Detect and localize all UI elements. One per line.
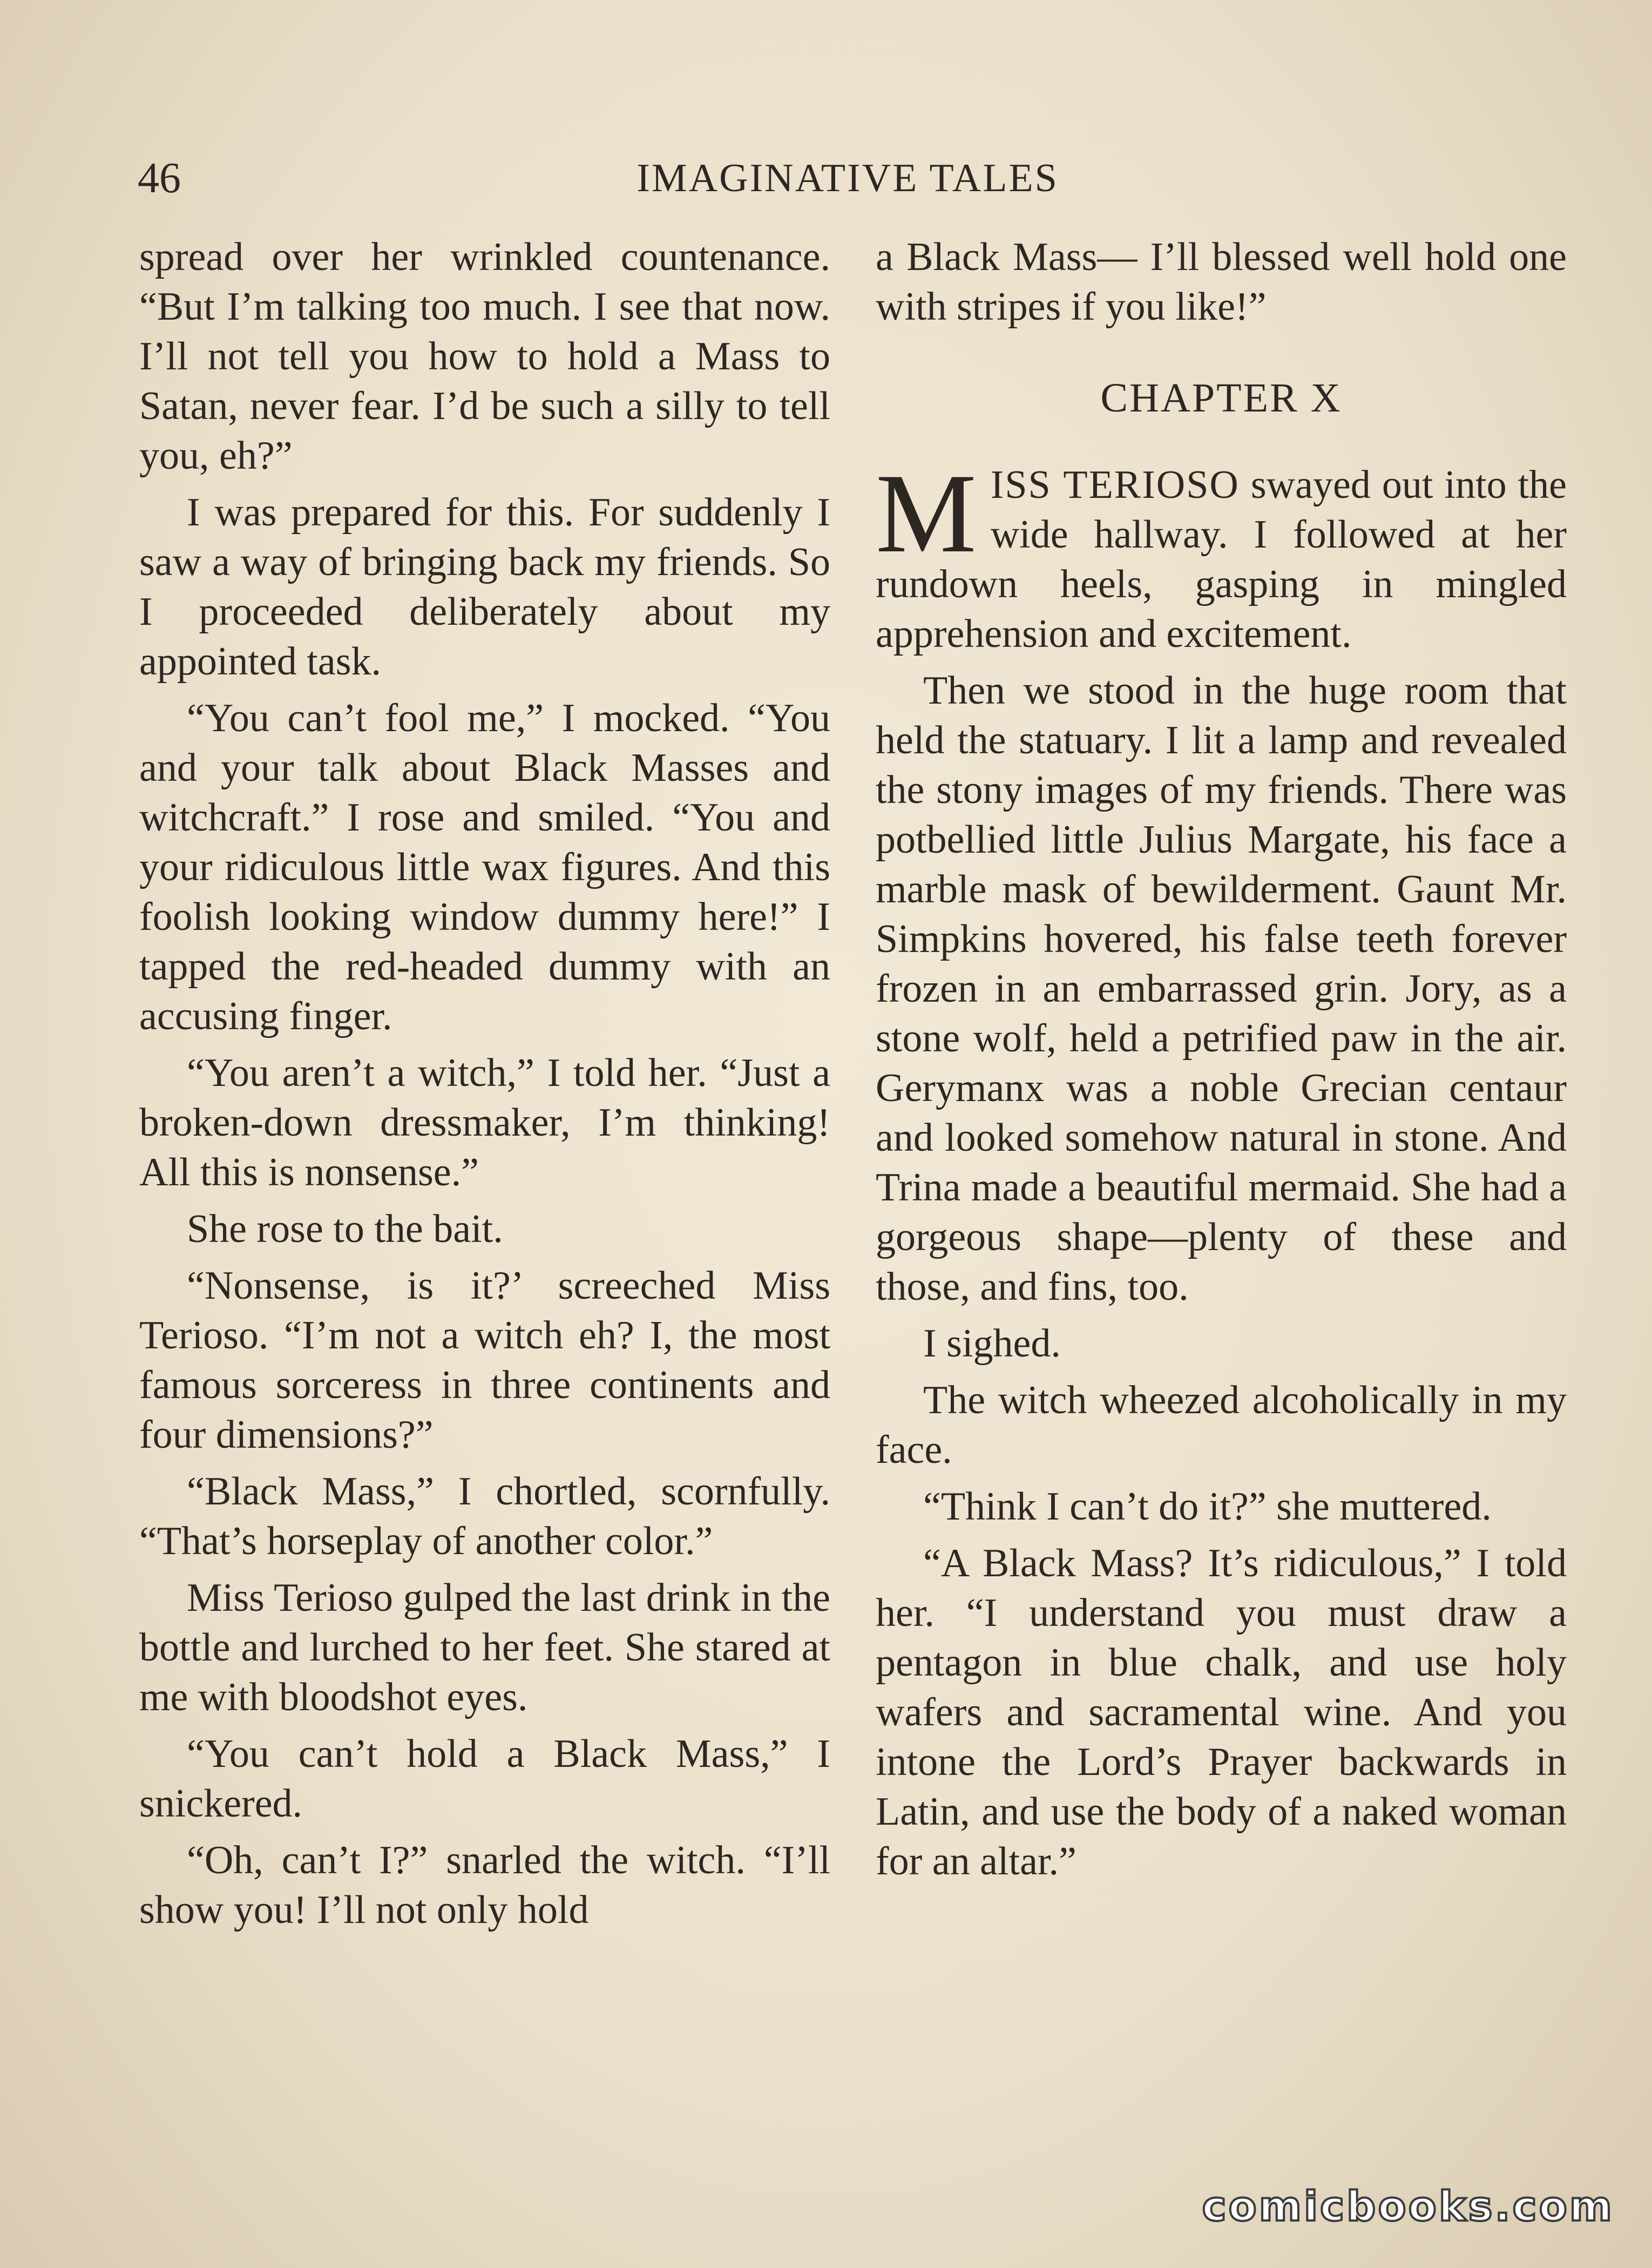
opening-text: swayed out into the wide hallway. I followed at her rundown heels, gasping in mingled apprehension and excitement.	[876, 463, 1567, 656]
opening-lead: ISS TERIOSO	[990, 463, 1240, 507]
paragraph: a Black Mass— I’ll blessed well hold one with stripes if you like!”	[876, 235, 1567, 329]
paragraph: spread over her wrinkled countenance. “But I’m talking too much. I see that now. I’ll not tell you how to hold a Mass to Satan, never fear. I’d be such a silly to tell you, eh?”	[139, 235, 830, 478]
right-column	[876, 232, 1567, 1893]
paragraph: I was prepared for this. For suddenly I saw a way of bringing back my friends. So I proceeded deliberately about my appointed task.	[139, 490, 830, 684]
paragraph: “You aren’t a witch,” I told her. “Just a broken-down dressmaker, I’m thinking! All this is nonsense.”	[139, 1051, 830, 1194]
paragraph: The witch wheezed alcoholically in my face.	[876, 1378, 1567, 1472]
paragraph: “Think I can’t do it?” she muttered.	[923, 1484, 1492, 1529]
watermark: comicbooks.com	[1202, 2182, 1614, 2230]
paragraph: Miss Terioso gulped the last drink in the bottle and lurched to her feet. She stared at me with bloodshot eyes.	[139, 1576, 830, 1719]
chapter-title: CHAPTER X	[1100, 375, 1342, 421]
page-number: 46	[138, 154, 181, 202]
drop-cap: M	[876, 451, 977, 576]
page-header	[138, 148, 1558, 208]
paragraph: “Oh, can’t I?” snarled the witch. “I’ll show you! I’ll not only hold	[139, 1838, 830, 1932]
paragraph: “A Black Mass? It’s ridiculous,” I told her. “I understand you must draw a pentagon in blue chalk, and use holy wafers and sacramental wine. And you intone the Lord’s Prayer backwards in Latin, and use the body of a naked woman for an altar.”	[876, 1541, 1567, 1884]
paragraph: Then we stood in the huge room that held the statuary. I lit a lamp and revealed the stony images of my friends. There was potbellied little Julius Margate, his face a marble mask of bewilderment. Gaunt Mr. Simpkins hovered, his false teeth forever frozen in an embarrassed grin. Jory, as a stone wolf, held a petrified paw in the air. Gerymanx was a noble Grecian centaur and looked somehow natural in stone. And Trina made a beautiful mermaid. She had a gorgeous shape—plenty of these and those, and fins, too.	[876, 669, 1567, 1309]
paragraph: I sighed.	[923, 1321, 1061, 1366]
running-head: IMAGINATIVE TALES	[637, 156, 1059, 200]
paragraph: “You can’t fool me,” I mocked. “You and your talk about Black Masses and witchcraft.” I rose and smiled. “You and your ridiculous little wax figures. And this foolish looking window dummy here!” I tapped the red-headed dummy with an accusing finger.	[139, 696, 830, 1038]
paragraph: “You can’t hold a Black Mass,” I snickered.	[139, 1732, 830, 1826]
left-column	[139, 232, 830, 1942]
paragraph: “Black Mass,” I chortled, scornfully. “That’s horseplay of another color.”	[139, 1469, 830, 1563]
chapter-opening-paragraph	[876, 451, 1567, 659]
paragraph: “Nonsense, is it?’ screeched Miss Terioso. “I’m not a witch eh? I, the most famous sorceress in three continents and four dimensions?”	[139, 1264, 830, 1457]
paragraph: She rose to the bait.	[187, 1207, 503, 1251]
